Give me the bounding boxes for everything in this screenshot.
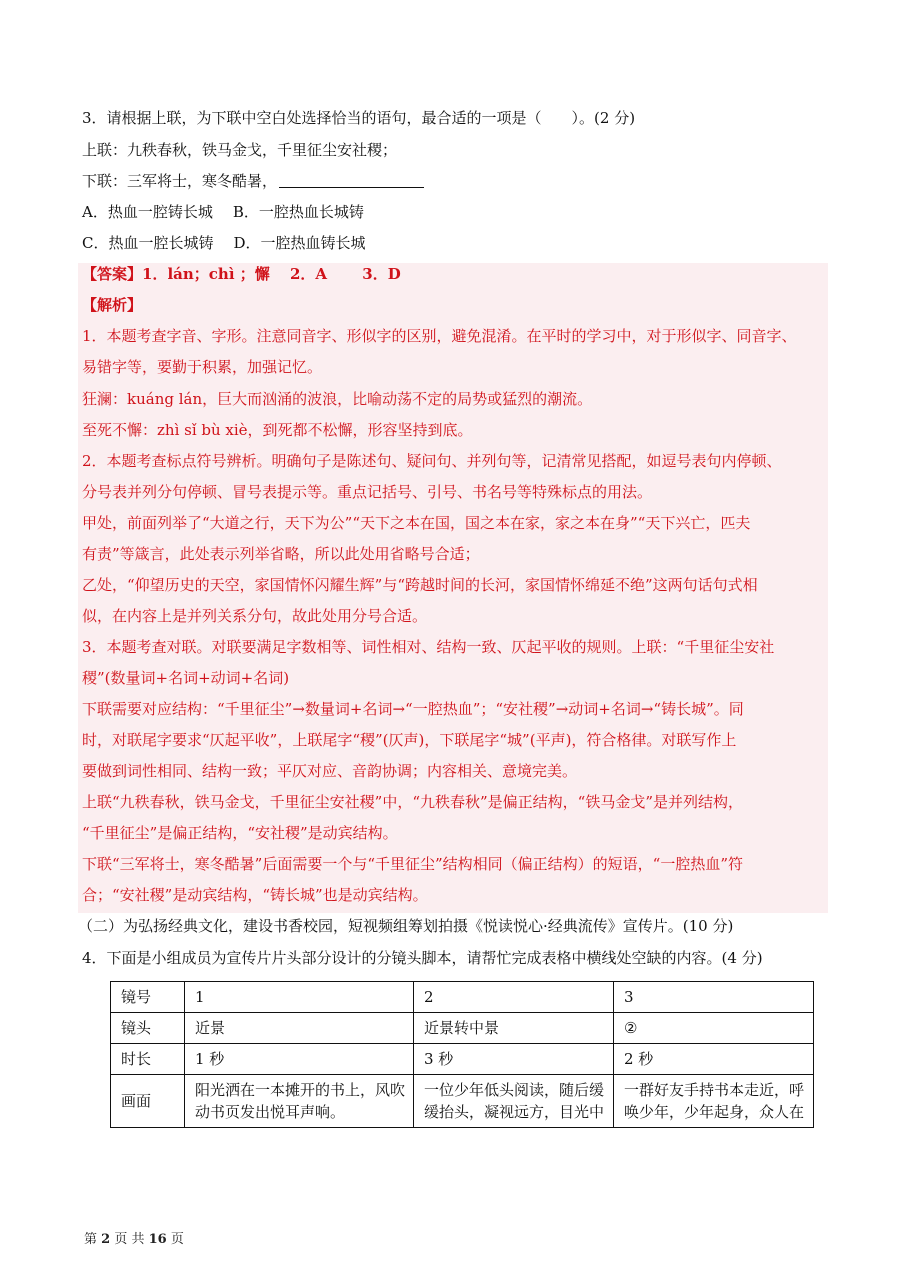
section2-heading: （二）为弘扬经典文化，建设书香校园，短视频组筹划拍摄《悦读悦心·经典流传》宣传片。(10 分) — [78, 917, 734, 935]
answer-text: 1．lán；chì ；懈 2．A 3．D — [142, 265, 401, 283]
q4-stem: 4．下面是小组成员为宣传片片头部分设计的分镜头脚本，请帮忙完成表格中横线处空缺的内容。(4 分) — [82, 949, 763, 967]
cell-line: 动书页发出悦耳声响。 — [195, 1103, 346, 1121]
q3-option-d: D．一腔热血铸长城 — [233, 234, 366, 252]
q3-lower-couplet — [82, 170, 424, 192]
q3-option-c: C．热血一腔长城铸 — [82, 234, 214, 252]
table-cell: ② — [614, 1013, 814, 1044]
q3-upper-couplet: 上联：九秩春秋，铁马金戈，千里征尘安社稷； — [82, 141, 398, 159]
table-cell: 3 — [614, 982, 814, 1013]
analysis-line: 上联“九秩春秋，铁马金戈，千里征尘安社稷”中，“九秩春秋”是偏正结构，“铁马金戈”是并列结构， — [82, 793, 744, 811]
table-row — [111, 1013, 814, 1044]
page-footer — [84, 1228, 184, 1247]
table-cell — [185, 1075, 414, 1128]
table-cell — [414, 1075, 614, 1128]
analysis-line: 狂澜：kuáng lán，巨大而汹涌的波浪，比喻动荡不定的局势或猛烈的潮流。 — [82, 390, 593, 408]
analysis-line: 时，对联尾字要求“仄起平收”，上联尾字“稷”(仄声)，下联尾字“城”(平声)，符合格律。对联写作上 — [82, 731, 737, 749]
q3-answer-blank — [279, 172, 424, 188]
table-cell: 2 秒 — [614, 1044, 814, 1075]
answer-line — [82, 263, 401, 285]
cell-line: 阳光洒在一本摊开的书上，风吹 — [195, 1081, 406, 1099]
table-cell: 3 秒 — [414, 1044, 614, 1075]
table-cell: 镜号 — [111, 982, 185, 1013]
analysis-line: 要做到词性相同、结构一致；平仄对应、音韵协调；内容相关、意境完美。 — [82, 762, 578, 780]
analysis-line: 3．本题考查对联。对联要满足字数相等、词性相对、结构一致、仄起平收的规则。上联：“千里征尘安社 — [82, 638, 775, 656]
analysis-line: 乙处，“仰望历史的天空，家国情怀闪耀生辉”与“跨越时间的长河，家国情怀绵延不绝”这两句话句式相 — [82, 576, 758, 594]
q3-option-a: A．热血一腔铸长城 — [82, 203, 213, 221]
table-cell: 镜头 — [111, 1013, 185, 1044]
table-cell: 画面 — [111, 1075, 185, 1128]
table-row — [111, 1044, 814, 1075]
footer-post: 页 — [170, 1232, 184, 1247]
cell-line: 缓抬头，凝视远方，目光中 — [424, 1103, 605, 1121]
analysis-line: 稷”(数量词+名词+动词+名词) — [82, 669, 290, 687]
table-cell: 近景 — [185, 1013, 414, 1044]
analysis-line: 似，在内容上是并列关系分句，故此处用分号合适。 — [82, 607, 428, 625]
q3-options-cd — [82, 232, 366, 254]
footer-pre: 第 — [84, 1232, 98, 1247]
analysis-line: “千里征尘”是偏正结构，“安社稷”是动宾结构。 — [82, 824, 398, 842]
cell-line: 一位少年低头阅读，随后缓 — [424, 1081, 605, 1099]
storyboard-table — [110, 981, 814, 1128]
q3-options-ab — [82, 201, 364, 223]
cell-line: 唤少年，少年起身，众人在 — [624, 1103, 805, 1121]
analysis-line: 下联需要对应结构：“千里征尘”→数量词+名词→“一腔热血”；“安社稷”→动词+名词→“铸长城”。同 — [82, 700, 744, 718]
q3-lower-text: 下联：三军将士，寒冬酷暑， — [82, 172, 278, 190]
table-cell: 1 秒 — [185, 1044, 414, 1075]
answer-label: 【答案】 — [82, 265, 143, 283]
footer-mid: 页 共 — [114, 1232, 145, 1247]
analysis-line: 下联“三军将士，寒冬酷暑”后面需要一个与“千里征尘”结构相同（偏正结构）的短语，“一腔热血”符 — [82, 855, 744, 873]
analysis-line: 有责”等箴言，此处表示列举省略，所以此处用省略号合适； — [82, 545, 480, 563]
analysis-line: 甲处，前面列举了“大道之行，天下为公”“天下之本在国，国之本在家，家之本在身”“天下兴亡，匹夫 — [82, 514, 751, 532]
table-cell: 近景转中景 — [414, 1013, 614, 1044]
analysis-line: 1．本题考查字音、字形。注意同音字、形似字的区别，避免混淆。在平时的学习中，对于形似字、同音字、 — [82, 327, 797, 345]
cell-line: 一群好友手持书本走近，呼 — [624, 1081, 805, 1099]
footer-total-pages: 16 — [148, 1232, 167, 1247]
table-cell — [614, 1075, 814, 1128]
analysis-line: 至死不懈：zhì sǐ bù xiè，到死都不松懈，形容坚持到底。 — [82, 421, 473, 439]
table-row — [111, 1075, 814, 1128]
table-cell: 1 — [185, 982, 414, 1013]
analysis-line: 合；“安社稷”是动宾结构，“铸长城”也是动宾结构。 — [82, 886, 428, 904]
table-cell: 2 — [414, 982, 614, 1013]
analysis-line: 分号表并列分句停顿、冒号表提示等。重点记括号、引号、书名号等特殊标点的用法。 — [82, 483, 653, 501]
analysis-label: 【解析】 — [82, 296, 143, 314]
q3-option-b: B．一腔热血长城铸 — [232, 203, 364, 221]
analysis-line: 2．本题考查标点符号辨析。明确句子是陈述句、疑问句、并列句等，记清常见搭配，如逗号表句内停顿、 — [82, 452, 782, 470]
table-cell: 时长 — [111, 1044, 185, 1075]
table-row — [111, 982, 814, 1013]
q3-stem: 3．请根据上联，为下联中空白处选择恰当的语句，最合适的一项是（ ）。(2 分) — [82, 109, 636, 127]
analysis-line: 易错字等，要勤于积累，加强记忆。 — [82, 358, 323, 376]
footer-page-number: 2 — [101, 1232, 111, 1247]
